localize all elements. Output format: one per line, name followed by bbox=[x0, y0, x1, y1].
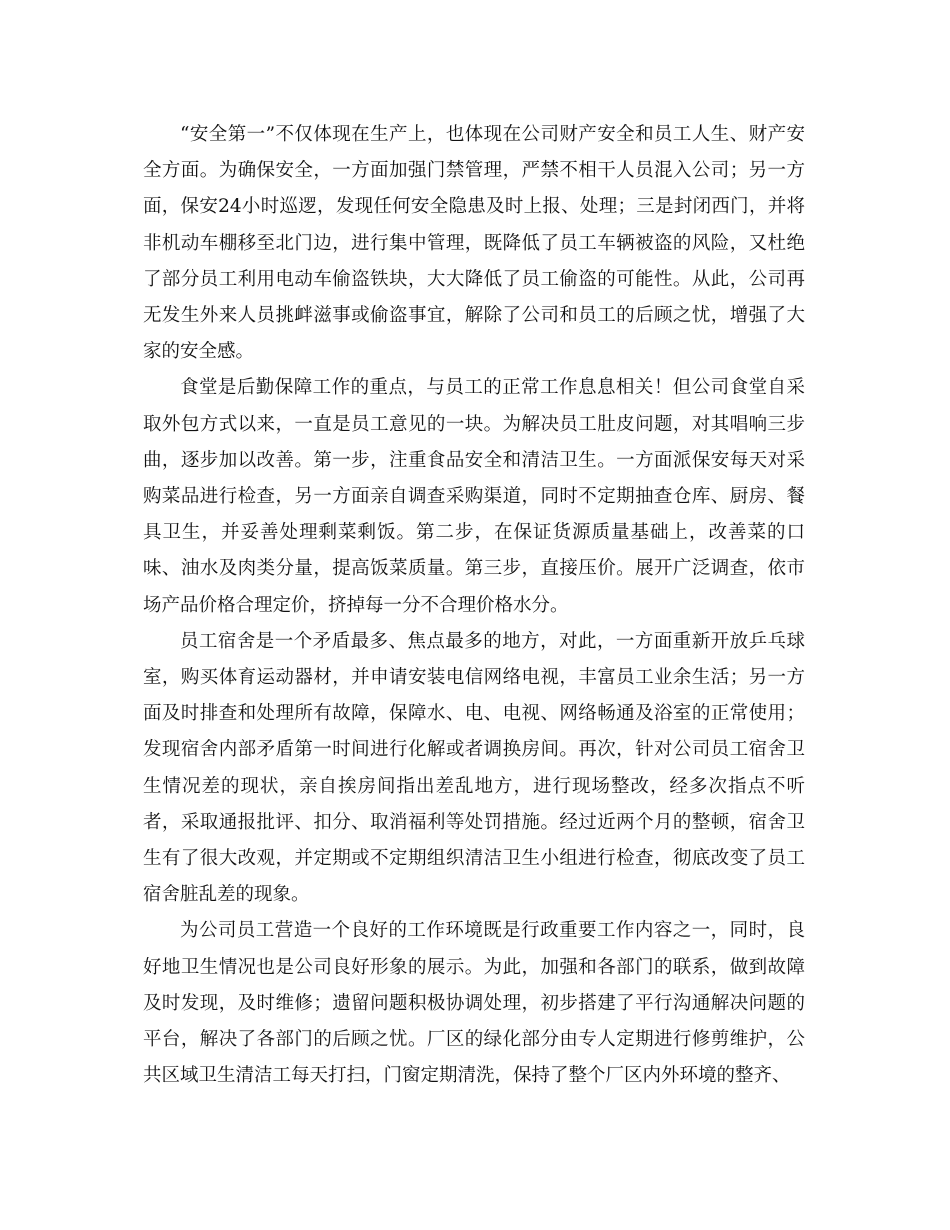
paragraph-environment: 为公司员工营造一个良好的工作环境既是行政重要工作内容之一，同时，良好地卫生情况也是公司良好形象的展示。为此，加强和各部门的联系，做到故障及时发现，及时维修；遗留问题积极协调处理，初步搭建了平行沟通解决问题的平台，解决了各部门的后顾之忧。厂区的绿化部分由专人定期进行修剪维护，公共区域卫生清洁工每天打扫，门窗定期清洗，保持了整个厂区内外环境的整齐、 bbox=[143, 920, 805, 1087]
paragraph-dormitory: 员工宿舍是一个矛盾最多、焦点最多的地方，对此，一方面重新开放乒乓球室，购买体育运动器材，并申请安装电信网络电视，丰富员工业余生活；另一方面及时排查和处理所有故障，保障水、电、电视、网络畅通及浴室的正常使用；发现宿舍内部矛盾第一时间进行化解或者调换房间。再次，针对公司员工宿舍卫生情况差的现状，亲自挨房间指出差乱地方，进行现场整改，经多次指点不听者，采取通报批评、扣分、取消福利等处罚措施。经过近两个月的整顿，宿舍卫生有了很大改观，并定期或不定期组织清洁卫生小组进行检查，彻底改变了员工宿舍脏乱差的现象。 bbox=[143, 630, 805, 906]
paragraph-canteen: 食堂是后勤保障工作的重点，与员工的正常工作息息相关！但公司食堂自采取外包方式以来，一直是员工意见的一块。为解决员工肚皮问题，对其唱响三步曲，逐步加以改善。第一步，注重食品安全和清洁卫生。一方面派保安每天对采购菜品进行检查，另一方面亲自调查采购渠道，同时不定期抽查仓库、厨房、餐具卫生，并妥善处理剩菜剩饭。第二步，在保证货源质量基础上，改善菜的口味、油水及肉类分量，提高饭菜质量。第三步，直接压价。展开广泛调查，依市场产品价格合理定价，挤掉每一分不合理价格水分。 bbox=[143, 377, 805, 616]
document-page bbox=[143, 117, 805, 1094]
paragraph-security: “安全第一”不仅体现在生产上，也体现在公司财产安全和员工人生、财产安全方面。为确保安全，一方面加强门禁管理，严禁不相干人员混入公司；另一方面，保安24小时巡逻，发现任何安全隐患及时上报、处理；三是封闭西门，并将非机动车棚移至北门边，进行集中管理，既降低了员工车辆被盗的风险，又杜绝了部分员工利用电动车偷盗铁块，大大降低了员工偷盗的可能性。从此，公司再无发生外来人员挑衅滋事或偷盗事宜，解除了公司和员工的后顾之忧，增强了大家的安全感。 bbox=[143, 124, 805, 363]
